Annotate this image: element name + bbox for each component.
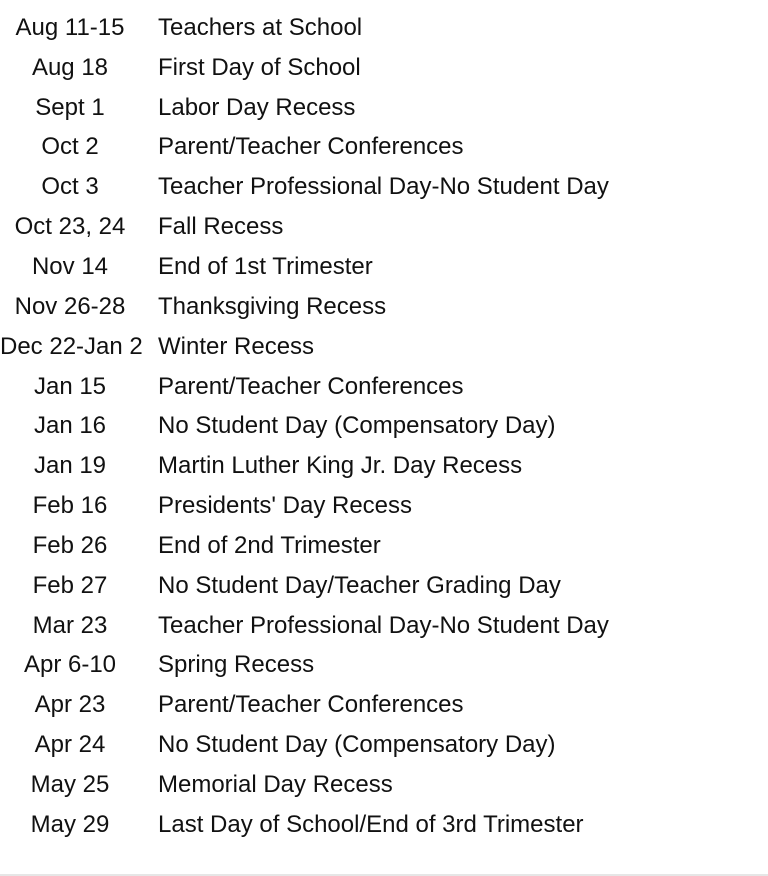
calendar-entry (0, 327, 768, 367)
calendar-entry (0, 765, 768, 805)
entry-event: Last Day of School/End of 3rd Trimester (158, 810, 584, 838)
calendar-entry (0, 128, 768, 168)
entry-date: May 29 (30, 810, 110, 838)
calendar-entry (0, 367, 768, 407)
calendar-entry (0, 486, 768, 526)
entry-date: Aug 11-15 (15, 13, 125, 41)
calendar-entry (0, 207, 768, 247)
entry-date: Jan 16 (33, 412, 107, 440)
entry-date: Nov 26-28 (14, 292, 126, 320)
entry-event: Spring Recess (158, 651, 315, 679)
calendar-entry (0, 8, 768, 48)
entry-event: Winter Recess (158, 332, 315, 360)
entry-event: Teacher Professional Day-No Student Day (158, 611, 609, 639)
entry-event: Parent/Teacher Conferences (158, 372, 464, 400)
calendar-entry (0, 685, 768, 725)
calendar-entry (0, 606, 768, 646)
entry-event: Teacher Professional Day-No Student Day (158, 173, 609, 201)
calendar-entry (0, 526, 768, 566)
calendar-entry (0, 805, 768, 845)
entry-event: Parent/Teacher Conferences (158, 691, 464, 719)
entry-date: Dec 22-Jan 2 (0, 332, 143, 360)
entry-event: No Student Day/Teacher Grading Day (158, 571, 561, 599)
calendar-entry (0, 566, 768, 606)
entry-date: Jan 19 (33, 452, 107, 480)
calendar-entry (0, 406, 768, 446)
calendar-entry (0, 247, 768, 287)
entry-event: Fall Recess (158, 213, 284, 241)
entry-date: Feb 27 (32, 571, 108, 599)
entry-event: No Student Day (Compensatory Day) (158, 731, 556, 759)
entry-date: Apr 24 (34, 731, 106, 759)
school-calendar-list (0, 8, 768, 845)
entry-event: Parent/Teacher Conferences (158, 133, 464, 161)
entry-date: Nov 14 (31, 252, 109, 280)
entry-date: Oct 23, 24 (14, 213, 126, 241)
entry-date: Mar 23 (32, 611, 108, 639)
calendar-entry (0, 725, 768, 765)
entry-date: Aug 18 (31, 53, 109, 81)
entry-event: Martin Luther King Jr. Day Recess (158, 452, 523, 480)
calendar-entry (0, 446, 768, 486)
calendar-entry (0, 646, 768, 686)
entry-event: No Student Day (Compensatory Day) (158, 412, 556, 440)
entry-date: Sept 1 (35, 93, 105, 121)
calendar-entry (0, 88, 768, 128)
entry-date: Oct 2 (41, 133, 99, 161)
entry-date: Feb 16 (32, 492, 108, 520)
entry-event: Memorial Day Recess (158, 770, 393, 798)
entry-date: Oct 3 (41, 173, 99, 201)
entry-date: Apr 6-10 (23, 651, 117, 679)
calendar-entry (0, 167, 768, 207)
entry-date: Apr 23 (34, 691, 106, 719)
entry-event: Presidents' Day Recess (158, 492, 413, 520)
entry-event: Labor Day Recess (158, 93, 356, 121)
entry-event: End of 1st Trimester (158, 252, 373, 280)
entry-event: First Day of School (158, 53, 361, 81)
entry-date: Jan 15 (33, 372, 107, 400)
entry-date: Feb 26 (32, 531, 108, 559)
entry-event: Teachers at School (158, 13, 363, 41)
calendar-entry (0, 48, 768, 88)
entry-date: May 25 (30, 770, 110, 798)
calendar-entry (0, 287, 768, 327)
entry-event: End of 2nd Trimester (158, 531, 381, 559)
entry-event: Thanksgiving Recess (158, 292, 387, 320)
